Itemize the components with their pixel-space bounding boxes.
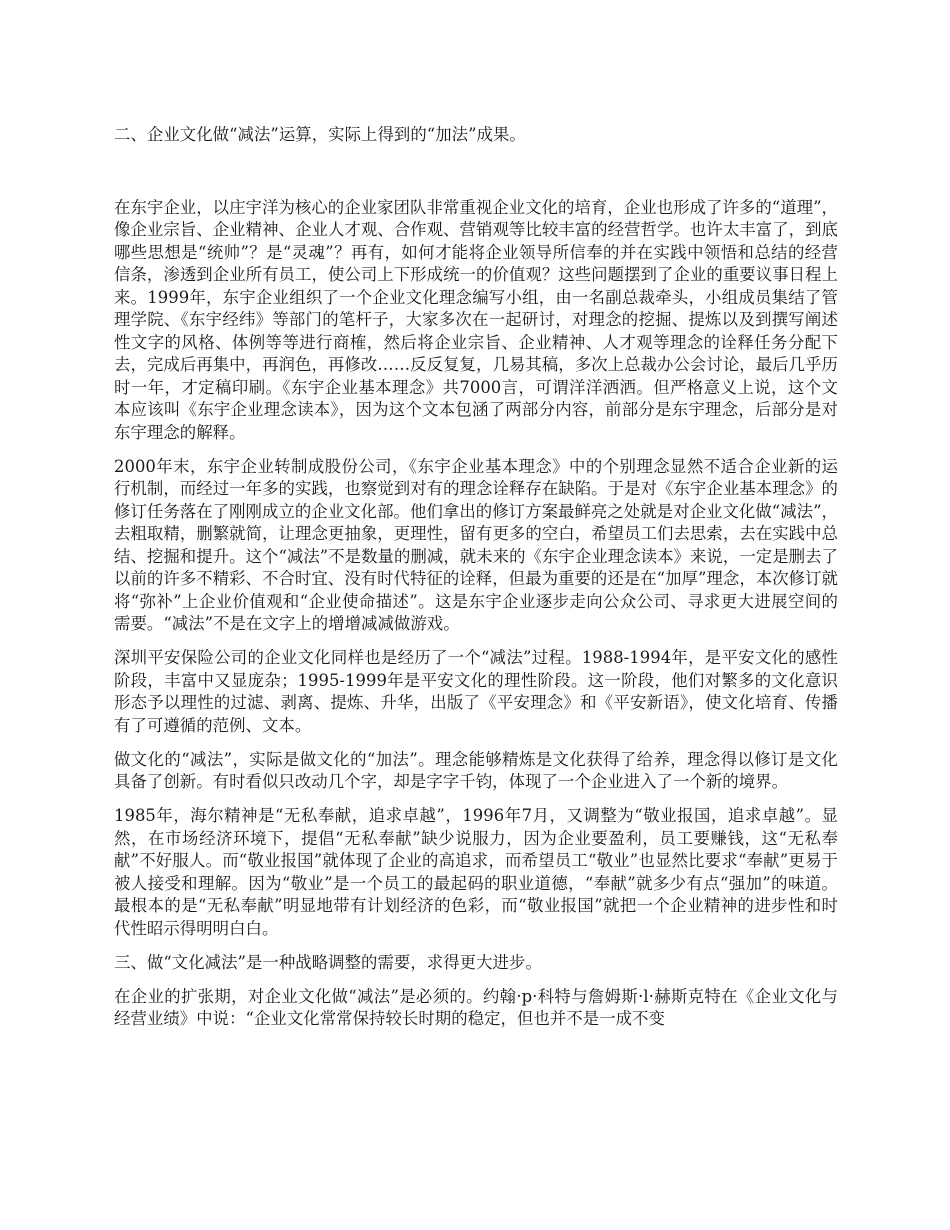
paragraph-dongyu-revision: 2000年末，东宇企业转制成股份公司，《东宇企业基本理念》中的个别理念显然不适合企业新的运行机制，而经过一年多的实践，也察觉到对有的理念诠释存在缺陷。于是对《东宇企业基本理念》的修订任务落在了刚刚成立的企业文化部。他们拿出的修订方案最鲜亮之处就是对企业文化做“减法”，去粗取精，删繁就简，让理念更抽象，更理性，留有更多的空白，希望员工们去思索，去在实践中总结、挖掘和提升。这个“减法”不是数量的删减，就未来的《东宇企业理念读本》来说，一定是删去了以前的许多不精彩、不合时宜、没有时代特征的诠释，但最为重要的还是在“加厚”理念，本次修订就将“弥补”上企业价值观和“企业使命描述”。这是东宇企业逐步走向公众公司、寻求更大进展空间的需要。“减法”不是在文字上的增增减减做游戏。 [114, 456, 838, 633]
paragraph-pingan: 深圳平安保险公司的企业文化同样也是经历了一个“减法”过程。1988-1994年，是平安文化的感性阶段，丰富中又显庞杂；1995-1999年是平安文化的理性阶段。这一阶段，他们对繁多的文化意识形态予以理性的过滤、剥离、提炼、升华，出版了《平安理念》和《平安新语》，使文化培育、传播有了可遵循的范例、文本。 [114, 648, 838, 735]
section-heading-3: 三、做“文化减法”是一种战略调整的需要，求得更大进步。 [114, 952, 542, 972]
paragraph-expansion: 在企业的扩张期，对企业文化做“减法”是必须的。约翰·p·科特与詹姆斯·l·赫斯克特在《企业文化与经营业绩》中说：“企业文化常常保持较长时期的稳定，但也并不是一成不变 [114, 986, 838, 1028]
paragraph-haier: 1985年，海尔精神是“无私奉献，追求卓越”，1996年7月，又调整为“敬业报国，追求卓越”。显然，在市场经济环境下，提倡“无私奉献”缺少说服力，因为企业要盈利，员工要赚钱，这“无私奉献”不好服人。而“敬业报国”就体现了企业的高追求，而希望员工“敬业”也显然比要求“奉献”更易于被人接受和理解。因为“敬业”是一个员工的最起码的职业道德，“奉献”就多少有点“强加”的味道。最根本的是“无私奉献”明显地带有计划经济的色彩，而“敬业报国”就把一个企业精神的进步性和时代性昭示得明明白白。 [114, 806, 838, 938]
paragraph-dongyu-culture: 在东宇企业，以庄宇洋为核心的企业家团队非常重视企业文化的培育，企业也形成了许多的“道理”，像企业宗旨、企业精神、企业人才观、合作观、营销观等比较丰富的经营哲学。也许太丰富了，到底哪些思想是“统帅”？是“灵魂”？再有，如何才能将企业领导所信奉的并在实践中领悟和总结的经营信条，渗透到企业所有员工，使公司上下形成统一的价值观？这些问题摆到了企业的重要议事日程上来。1999年，东宇企业组织了一个企业文化理念编写小组，由一名副总裁牵头，小组成员集结了管理学院、《东宇经纬》等部门的笔杆子，大家多次在一起研讨，对理念的挖掘、提炼以及到撰写阐述性文字的风格、体例等等进行商榷，然后将企业宗旨、企业精神、人才观等理念的诠释任务分配下去，完成后再集中，再润色，再修改……反反复复，几易其稿，多次上总裁办公会讨论，最后几乎历时一年，才定稿印刷。《东宇企业基本理念》共7000言，可谓洋洋洒洒。但严格意义上说，这个文本应该叫《东宇企业理念读本》，因为这个文本包涵了两部分内容，前部分是东宇理念，后部分是对东宇理念的解释。 [114, 197, 838, 442]
paragraph-subtraction-addition: 做文化的“减法”，实际是做文化的“加法”。理念能够精炼是文化获得了给养，理念得以修订是文化具备了创新。有时看似只改动几个字，却是字字千钧，体现了一个企业进入了一个新的境界。 [114, 749, 838, 791]
section-heading-2: 二、企业文化做“减法”运算，实际上得到的“加法”成果。 [114, 125, 526, 144]
document-body [114, 124, 838, 1042]
